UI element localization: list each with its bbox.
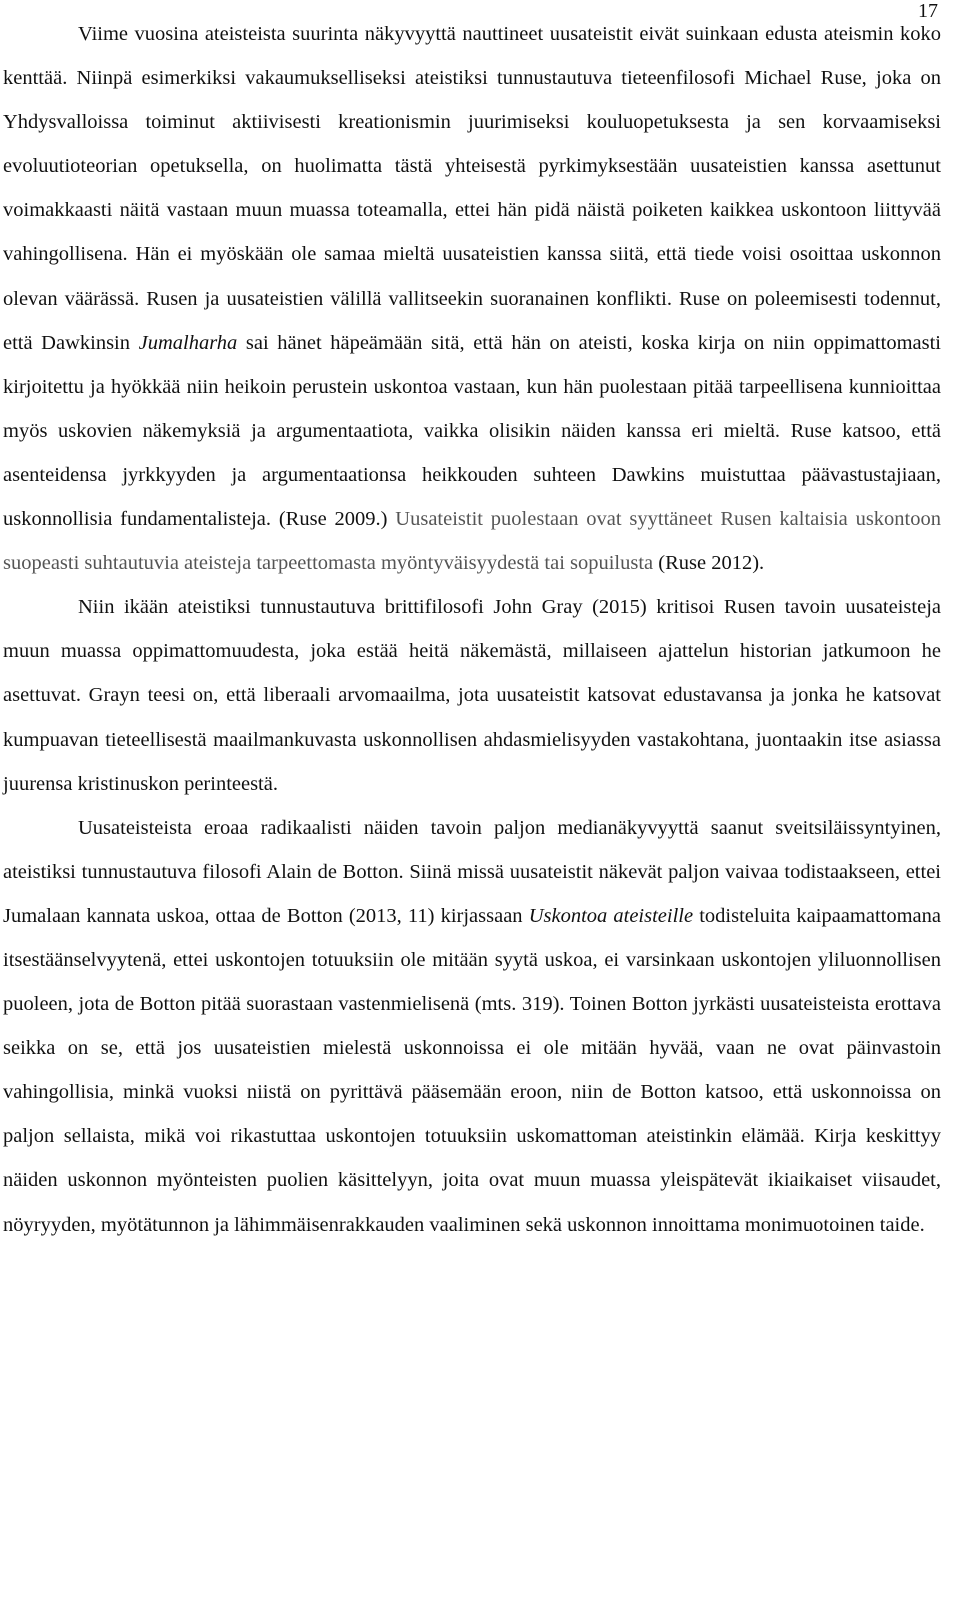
paragraph-3-text-2: todisteluita kaipaamattomana itsestäänselvyytenä, ettei uskontojen totuuksiin ole mitään syytä uskoa, ei varsinkaan uskontojen yliluonnollisen puoleen, jota de Botton pitää suorastaan vastenmielisenä (mts. 319). Toinen Botton jyrkästi uusateisteista erottava seikka on se, että jos uusateistien mielestä uskonnoissa ei ole mitään hyvää, vaan ne ovat päinvastoin vahingollisia, minkä vuoksi niistä on pyrittävä pääsemään eroon, niin de Botton katsoo, että uskonnoissa on paljon sellaista, mikä voi rikastuttaa uskontojen totuuksiin uskomattoman ateistinkin elämää. Kirja keskittyy näiden uskonnon myönteisten puolien käsittelyyn, joita ovat muun muassa yleispätevät ikiaikaiset viisaudet, nöyryyden, myötätunnon ja lähimmäisenrakkauden vaaliminen sekä uskonnon innoittama monimuotoinen taide. <box>3 904 942 1236</box>
book-title-uskontoa-ateisteille: Uskontoa ateisteille <box>528 904 694 927</box>
paragraph-1-text-2: sai hänet häpeämään sitä, että hän on ateisti, koska kirja on niin oppimattomasti kirjoitettu ja hyökkää niin heikoin perustein uskontoa vastaan, kun hän puolestaan pitää tarpeellisena kunnioittaa myös uskovien näkemyksiä ja argumentaatiota, vaikka olisikin näiden kanssa eri mieltä. Ruse katsoo, että asenteidensa jyrkkyyden ja argumentaationsa heikkouden suhteen Dawkins muistuttaa päävastustajiaan, uskonnollisia fundamentalisteja. (Ruse 2009.) <box>3 331 941 531</box>
paragraph-3-text-1: Uusateisteista eroaa radikaalisti näiden tavoin paljon medianäkyvyyttä saanut sveitsiläissyntyinen, ateistiksi tunnustautuva filosofi Alain de Botton. Siinä missä uusateistit näkevät paljon vaivaa todistaakseen, ettei Jumalaan kannata uskoa, ottaa de Botton (2013, 11) kirjassaan <box>3 816 941 927</box>
paragraph-1-grey-text: Uusateistit puolestaan ovat syyttäneet Rusen kaltaisia uskontoon suopeasti suhtautuvia ateisteja tarpeettomasta myöntyväisyydestä tai sopuilusta <box>3 508 941 575</box>
paragraph-1 <box>3 12 941 585</box>
page-number: 17 <box>918 0 938 22</box>
book-title-jumalharha: Jumalharha <box>138 331 238 354</box>
body-text <box>3 12 941 1247</box>
paragraph-2-text: Niin ikään ateistiksi tunnustautuva brittifilosofi John Gray (2015) kritisoi Rusen tavoin uusateisteja muun muassa oppimattomuudesta, joka estää heitä näkemästä, millaiseen ajattelun historian jatkumoon he asettuvat. Grayn teesi on, että liberaali arvomaailma, jota uusateistit katsovat edustavansa ja jonka he katsovat kumpuavan tieteellisestä maailmankuvasta uskonnollisen ahdasmielisyyden vastakohtana, juontaakin itse asiassa juurensa kristinuskon perinteestä. <box>3 596 941 795</box>
paragraph-1-text-1: Viime vuosina ateisteista suurinta näkyvyyttä nauttineet uusateistit eivät suinkaan edusta ateismin koko kenttää. Niinpä esimerkiksi vakaumukselliseksi ateistiksi tunnustautuva tieteenfilosofi Michael Ruse, joka on Yhdysvalloissa toiminut aktiivisesti kreationismin juurimiseksi kouluopetuksesta ja sen korvaamiseksi evoluutioteorian opetuksella, on huolimatta tästä yhteisestä pyrkimyksestään uusateistien kanssa asettunut voimakkaasti näitä vastaan muun muassa toteamalla, ettei hän pidä näistä poiketen kaikkea uskontoon liittyvää vahingollisena. Hän ei myöskään ole samaa mieltä uusateistien kanssa siitä, että tiede voisi osoittaa uskonnon olevan väärässä. Rusen ja uusateistien välillä vallitseekin suoranainen konflikti. Ruse on poleemisesti todennut, että Dawkinsin <box>3 23 941 354</box>
paragraph-1-citation: (Ruse 2012). <box>653 552 765 575</box>
paragraph-3 <box>3 806 941 1247</box>
paragraph-2 <box>3 585 941 805</box>
